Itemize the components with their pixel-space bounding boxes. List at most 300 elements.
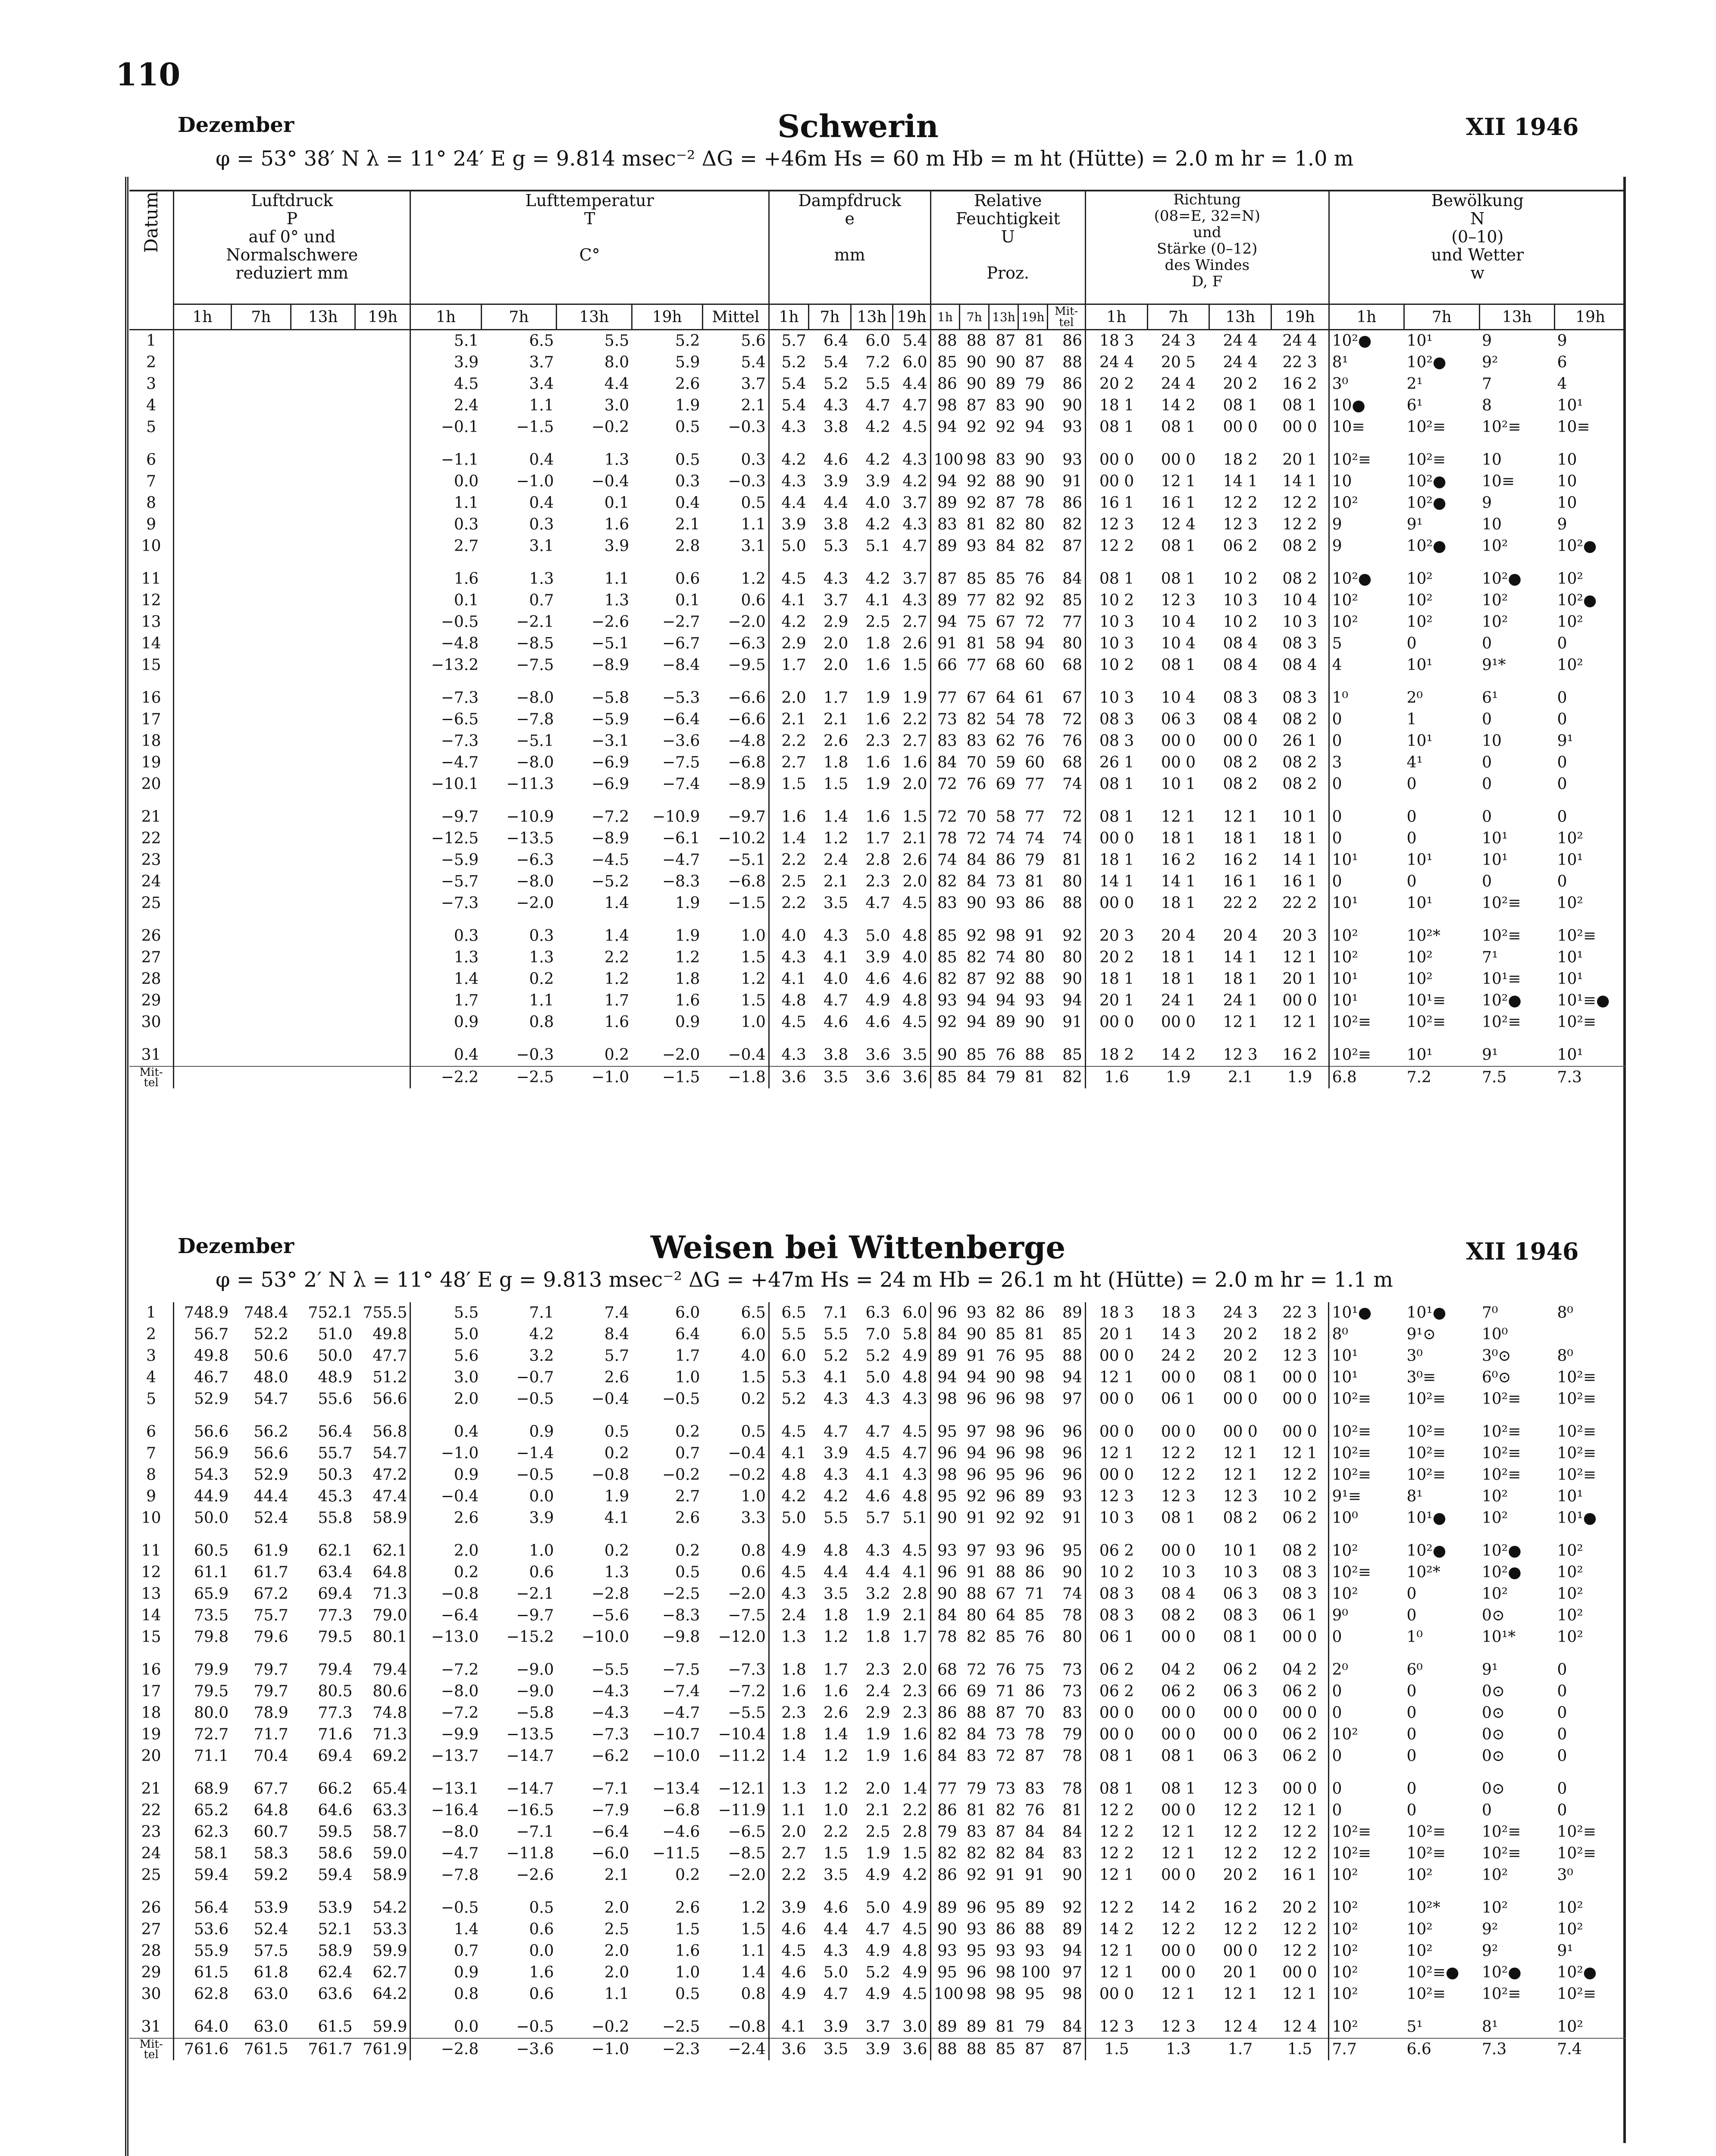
value-cell: 3.6 [893, 2038, 930, 2060]
value-cell: 89 [930, 1886, 960, 1919]
value-cell: 9¹ [1557, 1942, 1573, 1960]
value-cell: 18 1 [1161, 949, 1196, 966]
value-cell [291, 417, 355, 438]
value-cell: 61.9 [254, 1542, 288, 1560]
value-cell: 94 [1025, 418, 1045, 436]
value-cell: 20 1 [1282, 970, 1317, 988]
day-cell: 15 [141, 1628, 161, 1646]
value-cell: 4.8 [769, 990, 808, 1012]
value-cell: 08 1 [1085, 774, 1147, 795]
value-cell: 08 1 [1161, 1509, 1196, 1527]
value-cell: 81 [1062, 851, 1082, 869]
value-cell: 2¹ [1406, 375, 1423, 393]
value-cell: 12 2 [1282, 516, 1317, 533]
value-cell: 66.2 [318, 1780, 353, 1798]
value-cell: 4.2 [769, 1486, 808, 1507]
value-cell: 90 [966, 1326, 986, 1343]
value-cell [174, 752, 231, 774]
value-cell: 12 3 [1085, 2005, 1147, 2038]
value-cell: 0 [1406, 1802, 1417, 1819]
value-cell: 2.1 [675, 516, 700, 533]
value-cell: −8.0 [516, 873, 554, 890]
value-cell: 7.0 [865, 1326, 890, 1343]
value-cell: 69 [996, 775, 1016, 793]
value-cell: 51.2 [373, 1369, 407, 1386]
value-cell: −8.0 [410, 1821, 481, 1843]
value-cell: 6.4 [824, 332, 849, 350]
value-cell: −1.5 [728, 894, 766, 912]
value-cell: 83 [1062, 1845, 1082, 1862]
value-cell: −8.4 [662, 656, 700, 674]
value-cell: −5.5 [728, 1704, 766, 1722]
value-cell: 5.2 [675, 332, 700, 350]
value-cell: 10²● [1482, 1564, 1522, 1581]
value-cell: 2.6 [675, 1899, 700, 1917]
value-cell: 74 [996, 949, 1016, 966]
value-cell: 00 0 [1161, 1369, 1196, 1386]
value-cell: 24 3 [1223, 1304, 1258, 1322]
value-cell: 7.4 [1555, 2038, 1625, 2060]
value-cell: 10²● [1406, 473, 1447, 490]
month-label: Dezember [178, 1234, 294, 1258]
value-cell: 88 [996, 473, 1016, 490]
day-cell: 2 [146, 1326, 157, 1343]
value-cell [231, 514, 291, 536]
value-cell: −8.9 [591, 656, 629, 674]
value-cell: 08 3 [1223, 1607, 1258, 1624]
value-cell: 1.7 [410, 990, 481, 1012]
value-cell: 86 [1025, 1683, 1045, 1700]
table-row [129, 438, 1625, 471]
value-cell: 58 [996, 808, 1016, 826]
value-cell: 77 [1025, 775, 1045, 793]
value-cell: 4.6 [865, 1013, 890, 1031]
value-cell: 61.5 [174, 1962, 231, 1984]
value-cell: 7⁰ [1482, 1304, 1498, 1322]
value-cell: 6.5 [741, 1304, 766, 1322]
value-cell: 100 [930, 1984, 960, 2005]
value-cell: 00 0 [1282, 1628, 1317, 1646]
value-cell [355, 492, 410, 514]
col-7h: 7h [1147, 304, 1209, 330]
value-cell: 98 [996, 1985, 1016, 2003]
value-cell: 2.6 [604, 1369, 629, 1386]
value-cell: 90 [1025, 1013, 1045, 1031]
value-cell: 3.8 [824, 1046, 849, 1064]
day-cell: 20 [141, 1747, 161, 1765]
table-row [129, 1886, 1625, 1919]
table-row [129, 1388, 1625, 1410]
value-cell: −8.5 [516, 635, 554, 652]
value-cell [291, 752, 355, 774]
value-cell: 6¹ [1406, 397, 1423, 414]
value-cell [291, 730, 355, 752]
value-cell: 79 [1062, 1726, 1082, 1743]
value-cell: −0.8 [410, 1583, 481, 1605]
value-cell: 14 1 [1282, 473, 1317, 490]
value-cell: 08 3 [1085, 709, 1147, 730]
value-cell: 89 [930, 536, 960, 557]
value-cell: 10² [1557, 570, 1583, 588]
value-cell [174, 893, 231, 914]
value-cell: 87 [996, 1704, 1016, 1722]
value-cell: 2.0 [410, 1388, 481, 1410]
value-cell: 08 1 [1282, 397, 1317, 414]
value-cell: 4.1 [902, 1564, 927, 1581]
value-cell: 97 [1062, 1390, 1082, 1408]
value-cell: 0.6 [741, 1564, 766, 1581]
month-label: Dezember [178, 113, 294, 137]
value-cell: 49.8 [373, 1326, 407, 1343]
value-cell [355, 330, 410, 352]
value-cell: 0.4 [675, 494, 700, 512]
value-cell: 88 [1025, 970, 1045, 988]
value-cell: 06 2 [1282, 1726, 1317, 1743]
data-table-weisen [129, 1302, 1625, 2060]
value-cell: 10²● [1557, 537, 1597, 555]
value-cell: −11.5 [652, 1845, 700, 1862]
value-cell: 85 [930, 914, 960, 947]
value-cell: 75.7 [254, 1607, 288, 1624]
value-cell: 83 [1062, 1704, 1082, 1722]
value-cell: 0 [1406, 775, 1417, 793]
value-cell: 8¹ [1329, 352, 1404, 373]
value-cell: 87 [966, 397, 986, 414]
value-cell: −1.1 [410, 438, 481, 471]
value-cell: 90 [1025, 397, 1045, 414]
value-cell: 64.0 [174, 2005, 231, 2038]
value-cell: 00 0 [1161, 451, 1196, 469]
value-cell: 88 [930, 330, 960, 352]
value-cell: 95 [1025, 1985, 1045, 2003]
value-cell: 10² [1406, 970, 1433, 988]
value-cell: −13.5 [506, 830, 554, 847]
value-cell: 4.7 [902, 1445, 927, 1462]
value-cell: 14 1 [1223, 473, 1258, 490]
value-cell [291, 709, 355, 730]
value-cell: 68 [1062, 656, 1082, 674]
value-cell: 92 [1025, 592, 1045, 609]
value-cell: 20 2 [1282, 1899, 1317, 1917]
table-row [129, 1843, 1625, 1865]
value-cell: 63.3 [373, 1802, 407, 1819]
value-cell: 6 [1557, 354, 1567, 371]
value-cell: 1.4 [741, 1964, 766, 1981]
value-cell: 10²≡ [1557, 1985, 1596, 2003]
value-cell: 51.0 [318, 1326, 353, 1343]
value-cell: 79.7 [254, 1683, 288, 1700]
value-cell: 85 [1062, 592, 1082, 609]
value-cell: 10²≡ [1329, 1443, 1404, 1464]
value-cell: −16.5 [506, 1802, 554, 1819]
value-cell: 1.5 [824, 775, 849, 793]
value-cell: 0.5 [675, 1564, 700, 1581]
table-row [129, 752, 1625, 774]
value-cell: 50.6 [254, 1347, 288, 1365]
day-cell: 15 [141, 656, 161, 674]
table-row [129, 2005, 1625, 2038]
value-cell [291, 352, 355, 373]
value-cell: 2.8 [902, 1823, 927, 1841]
value-cell: 2.2 [824, 1823, 849, 1841]
col-13h: 13h [989, 304, 1018, 330]
value-cell: 2.3 [865, 1661, 890, 1679]
table-row [129, 849, 1625, 871]
value-cell: 1.2 [824, 1628, 849, 1646]
value-cell: 10¹● [1557, 1509, 1597, 1527]
value-cell: 3.7 [824, 592, 849, 609]
value-cell: 0.5 [675, 418, 700, 436]
value-cell: 56.2 [254, 1423, 288, 1441]
table-row [129, 871, 1625, 893]
value-cell: 4.6 [824, 1899, 849, 1917]
value-cell: −7.2 [410, 1648, 481, 1681]
value-cell: −6.8 [662, 1802, 700, 1819]
table-row [129, 1507, 1625, 1529]
table-row [129, 828, 1625, 849]
value-cell: 59.0 [373, 1845, 407, 1862]
value-cell: 0⊙ [1482, 1747, 1505, 1765]
table-row [129, 1745, 1625, 1767]
value-cell: 7.1 [824, 1304, 849, 1322]
value-cell: 7.2 [1404, 1066, 1480, 1088]
value-cell: 5.0 [410, 1324, 481, 1345]
value-cell: 88 [1062, 1347, 1082, 1365]
value-cell: 1.4 [410, 1919, 481, 1940]
value-cell: 10² [1557, 1899, 1583, 1917]
value-cell: 00 0 [1282, 1964, 1317, 1981]
value-cell: 10 [1482, 451, 1502, 469]
value-cell [291, 871, 355, 893]
value-cell: −6.6 [728, 711, 766, 728]
value-cell: 10 2 [1282, 1488, 1317, 1505]
value-cell: 70 [966, 808, 986, 826]
value-cell: 1.6 [865, 711, 890, 728]
value-cell: 0⊙ [1482, 1704, 1505, 1722]
value-cell: 12 1 [1282, 1985, 1317, 2003]
col-mittel: Mit- tel [1047, 304, 1085, 330]
day-cell: 22 [141, 1802, 161, 1819]
value-cell: 77.3 [318, 1704, 353, 1722]
value-cell [174, 395, 231, 417]
value-cell: −9.0 [516, 1661, 554, 1679]
value-cell: 0.0 [529, 1488, 554, 1505]
value-cell: 93 [966, 1921, 986, 1938]
value-cell: 88 [1062, 354, 1082, 371]
value-cell: 1.9 [604, 1488, 629, 1505]
value-cell: 3.7 [529, 354, 554, 371]
value-cell: −0.5 [410, 611, 481, 633]
value-cell: 68.9 [174, 1767, 231, 1800]
value-cell: 10²≡ [1329, 1033, 1404, 1066]
day-cell: 8 [146, 1466, 157, 1484]
value-cell: 44.4 [254, 1488, 288, 1505]
value-cell: 92 [1025, 1509, 1045, 1527]
value-cell: 1.7 [604, 992, 629, 1009]
value-cell: 10¹ [1557, 1046, 1583, 1064]
value-cell: 84 [1062, 1823, 1082, 1841]
value-cell: 97 [1062, 1964, 1082, 1981]
value-cell: 12 2 [1223, 494, 1258, 512]
value-cell: 5.2 [865, 1347, 890, 1365]
table-row [129, 676, 1625, 709]
value-cell [174, 514, 231, 536]
value-cell: 54 [996, 711, 1016, 728]
value-cell: 98 [930, 395, 960, 417]
value-cell: −5.1 [516, 732, 554, 750]
table-row [129, 352, 1625, 373]
day-cell: 6 [146, 1423, 157, 1441]
value-cell: 61.1 [174, 1562, 231, 1583]
value-cell: 08 2 [1282, 570, 1317, 588]
value-cell: 12 2 [1282, 1942, 1317, 1960]
value-cell: 98 [996, 1423, 1016, 1441]
value-cell: 82 [996, 1802, 1016, 1819]
value-cell: 91 [930, 633, 960, 655]
value-cell: 68 [1062, 754, 1082, 771]
value-cell: 18 1 [1161, 830, 1196, 847]
value-cell: 2.7 [410, 536, 481, 557]
value-cell: 1.3 [529, 570, 554, 588]
value-cell: 00 0 [1161, 732, 1196, 750]
datum-header: Datum [129, 191, 174, 330]
value-cell: 6.0 [902, 1304, 927, 1322]
value-cell: −4.3 [591, 1683, 629, 1700]
value-cell: 1.3 [769, 1767, 808, 1800]
value-cell: 92 [966, 927, 986, 945]
value-cell: 0.2 [675, 1423, 700, 1441]
value-cell: 91 [1062, 1509, 1082, 1527]
value-cell [174, 557, 231, 590]
value-cell: 4.3 [824, 397, 849, 414]
value-cell: 12 3 [1085, 1486, 1147, 1507]
value-cell: 90 [1062, 1564, 1082, 1581]
value-cell: −14.7 [506, 1747, 554, 1765]
value-cell: 08 3 [1223, 689, 1258, 707]
value-cell: 9² [1482, 1942, 1498, 1960]
value-cell: 10² [1329, 2005, 1404, 2038]
value-cell: −10.2 [718, 830, 766, 847]
day-cell: 3 [146, 375, 157, 393]
value-cell: 78 [1025, 711, 1045, 728]
value-cell: 2.3 [769, 1702, 808, 1724]
day-cell: 6 [146, 451, 157, 469]
value-cell: 9 [1329, 514, 1404, 536]
value-cell: 53.3 [373, 1921, 407, 1938]
value-cell: 91 [1062, 473, 1082, 490]
value-cell: −0.2 [591, 2018, 629, 2036]
value-cell: 84 [930, 1605, 960, 1626]
value-cell: 4.6 [824, 451, 849, 469]
value-cell: −6.3 [516, 851, 554, 869]
value-cell: 16 1 [1223, 873, 1258, 890]
value-cell: 1.6 [902, 1726, 927, 1743]
value-cell: 53.9 [318, 1899, 353, 1917]
value-cell: −2.0 [662, 1046, 700, 1064]
value-cell: 1.0 [675, 1369, 700, 1386]
value-cell: 75 [966, 613, 986, 631]
value-cell: 10²≡ [1557, 1466, 1596, 1484]
value-cell: 00 0 [1282, 1780, 1317, 1798]
value-cell: 2.2 [769, 1865, 808, 1886]
value-cell: 2.2 [769, 730, 808, 752]
value-cell: 4.8 [902, 1942, 927, 1960]
value-cell: −4.8 [728, 732, 766, 750]
value-cell: 5.5 [604, 332, 629, 350]
value-cell: 50.3 [318, 1466, 353, 1484]
value-cell [355, 774, 410, 795]
value-cell: 86 [930, 373, 960, 395]
value-cell: 4.2 [865, 451, 890, 469]
value-cell: 12 4 [1161, 516, 1196, 533]
value-cell: 83 [966, 1823, 986, 1841]
value-cell: 1.2 [824, 1780, 849, 1798]
value-cell: 79.0 [373, 1607, 407, 1624]
value-cell: 59.9 [373, 1942, 407, 1960]
value-cell: 9¹* [1482, 656, 1506, 674]
value-cell: 70 [1025, 1704, 1045, 1722]
table-row [129, 330, 1625, 352]
value-cell: 5.4 [824, 354, 849, 371]
table-row [129, 557, 1625, 590]
value-cell [231, 947, 291, 968]
value-cell: 12 1 [1223, 1985, 1258, 2003]
value-cell: 71.6 [318, 1726, 353, 1743]
table-row [129, 1767, 1625, 1800]
value-cell: 761.7 [291, 2038, 355, 2060]
value-cell: 06 2 [1223, 1661, 1258, 1679]
value-cell: 46.7 [174, 1367, 231, 1388]
value-cell: −12.5 [410, 828, 481, 849]
value-cell [231, 730, 291, 752]
value-cell: 1.8 [675, 970, 700, 988]
value-cell [231, 914, 291, 947]
value-cell: 10 3 [1085, 633, 1147, 655]
value-cell: 1.4 [902, 1780, 927, 1798]
day-cell: 11 [141, 1542, 161, 1560]
value-cell: −7.1 [516, 1823, 554, 1841]
value-cell: 54.2 [373, 1899, 407, 1917]
value-cell [291, 514, 355, 536]
value-cell [355, 871, 410, 893]
table-row [129, 1865, 1625, 1886]
value-cell: 748.9 [174, 1302, 231, 1324]
value-cell [174, 352, 231, 373]
value-cell: 20 1 [1282, 451, 1317, 469]
value-cell: 0 [1329, 795, 1404, 828]
value-cell: 53.6 [174, 1919, 231, 1940]
value-cell: −2.2 [410, 1066, 481, 1088]
value-cell: 10² [1329, 947, 1404, 968]
value-cell: 90 [966, 894, 986, 912]
value-cell: 10 1 [1223, 1542, 1258, 1560]
col-19h: 19h [632, 304, 702, 330]
value-cell: −7.1 [591, 1780, 629, 1798]
value-cell: 20 3 [1085, 914, 1147, 947]
value-cell: 10¹ [1557, 949, 1583, 966]
value-cell: 08 2 [1282, 1542, 1317, 1560]
value-cell: 3.0 [902, 2018, 927, 2036]
value-cell: 10²≡ [1557, 1013, 1597, 1031]
day-cell: 3 [146, 1347, 157, 1365]
value-cell: 24 4 [1223, 354, 1258, 371]
value-cell: 0 [1406, 1780, 1417, 1798]
value-cell [231, 774, 291, 795]
value-cell: 0.2 [529, 970, 554, 988]
value-cell: 61 [1025, 689, 1045, 707]
value-cell: 53.9 [254, 1899, 288, 1917]
value-cell: 12 2 [1161, 1445, 1196, 1462]
